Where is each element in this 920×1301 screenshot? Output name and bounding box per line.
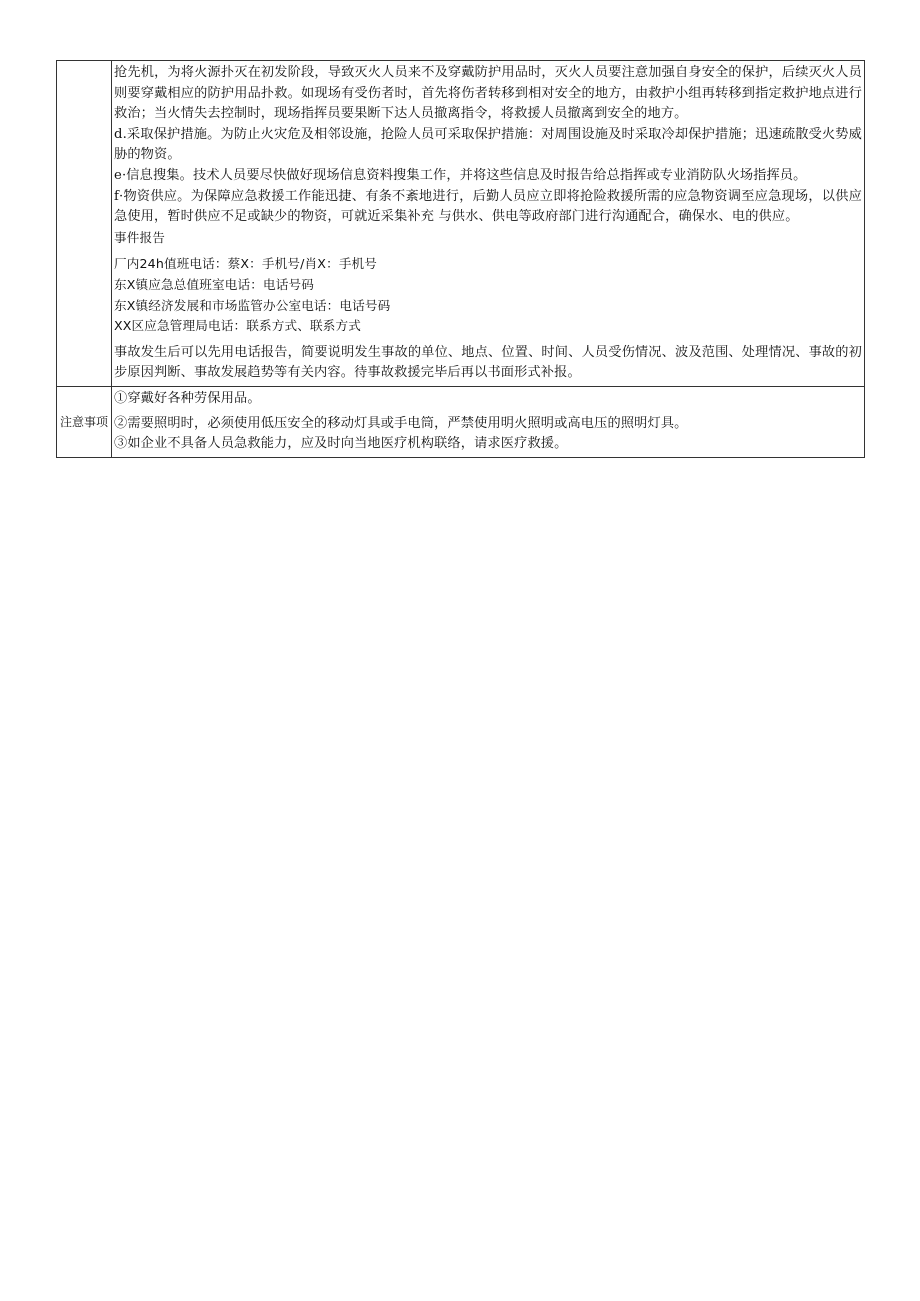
- emergency-plan-table: [56, 60, 865, 458]
- contact-line: 东X镇经济发展和市场监管办公室电话：电话号码: [114, 297, 391, 313]
- note-item: ①穿戴好各种劳保用品。: [114, 390, 261, 406]
- notes-row: [57, 386, 865, 457]
- report-heading: 事件报告: [114, 229, 165, 245]
- response-content-cell: [112, 61, 865, 387]
- notes-label: 注意事项: [57, 386, 112, 457]
- response-paragraph-firefighting: 抢先机，为将火源扑灭在初发阶段，导致灭火人员来不及穿戴防护用品时，灭火人员要注意加强自身安全的保护，后续灭火人员则要穿戴相应的防护用品扑救。如现场有受伤者时，首先将伤者转移到相对安全的地方，由救护小组再转移到指定救护地点进行救治；当火情失去控制时，现场指挥员要果断下达人员撤离指令，将救援人员撤离到安全的地方。: [114, 65, 862, 122]
- contact-line: 东X镇应急总值班室电话：电话号码: [114, 276, 314, 292]
- response-paragraph-protection: d.采取保护措施。为防止火灾危及相邻设施，抢险人员可采取保护措施：对周围设施及时采取冷却保护措施；迅速疏散受火势威胁的物资。: [114, 126, 862, 163]
- response-label-cell: [57, 61, 112, 387]
- response-row: [57, 61, 865, 387]
- response-content: [112, 61, 864, 386]
- contact-line: XX区应急管理局电话：联系方式、联系方式: [114, 318, 361, 334]
- report-note: 事故发生后可以先用电话报告，简要说明发生事故的单位、地点、位置、时间、人员受伤情况、波及范围、处理情况、事故的初步原因判断、事故发展趋势等有关内容。待事故救援完毕后再以书面形式补报。: [114, 344, 862, 381]
- response-paragraph-supplies: f·物资供应。为保障应急救援工作能迅捷、有条不紊地进行，后勤人员应立即将抢险救援所需的应急物资调至应急现场，以供应急使用，暂时供应不足或缺少的物资，可就近采集补充 与供水、供电等政府部门进行沟通配合，确保水、电的供应。: [114, 188, 862, 225]
- notes-content-cell: [112, 386, 865, 457]
- note-item: ③如企业不具备人员急救能力，应及时向当地医疗机构联络，请求医疗救援。: [114, 436, 568, 452]
- notes-content: [112, 387, 864, 457]
- response-paragraph-information: e·信息搜集。技术人员要尽快做好现场信息资料搜集工作，并将这些信息及时报告给总指挥或专业消防队火场指挥员。: [114, 167, 807, 183]
- note-item: ②需要照明时，必须使用低压安全的移动灯具或手电筒，严禁使用明火照明或高电压的照明灯具。: [114, 415, 688, 431]
- contact-line: 厂内24h值班电话：蔡X：手机号/肖X：手机号: [114, 256, 378, 272]
